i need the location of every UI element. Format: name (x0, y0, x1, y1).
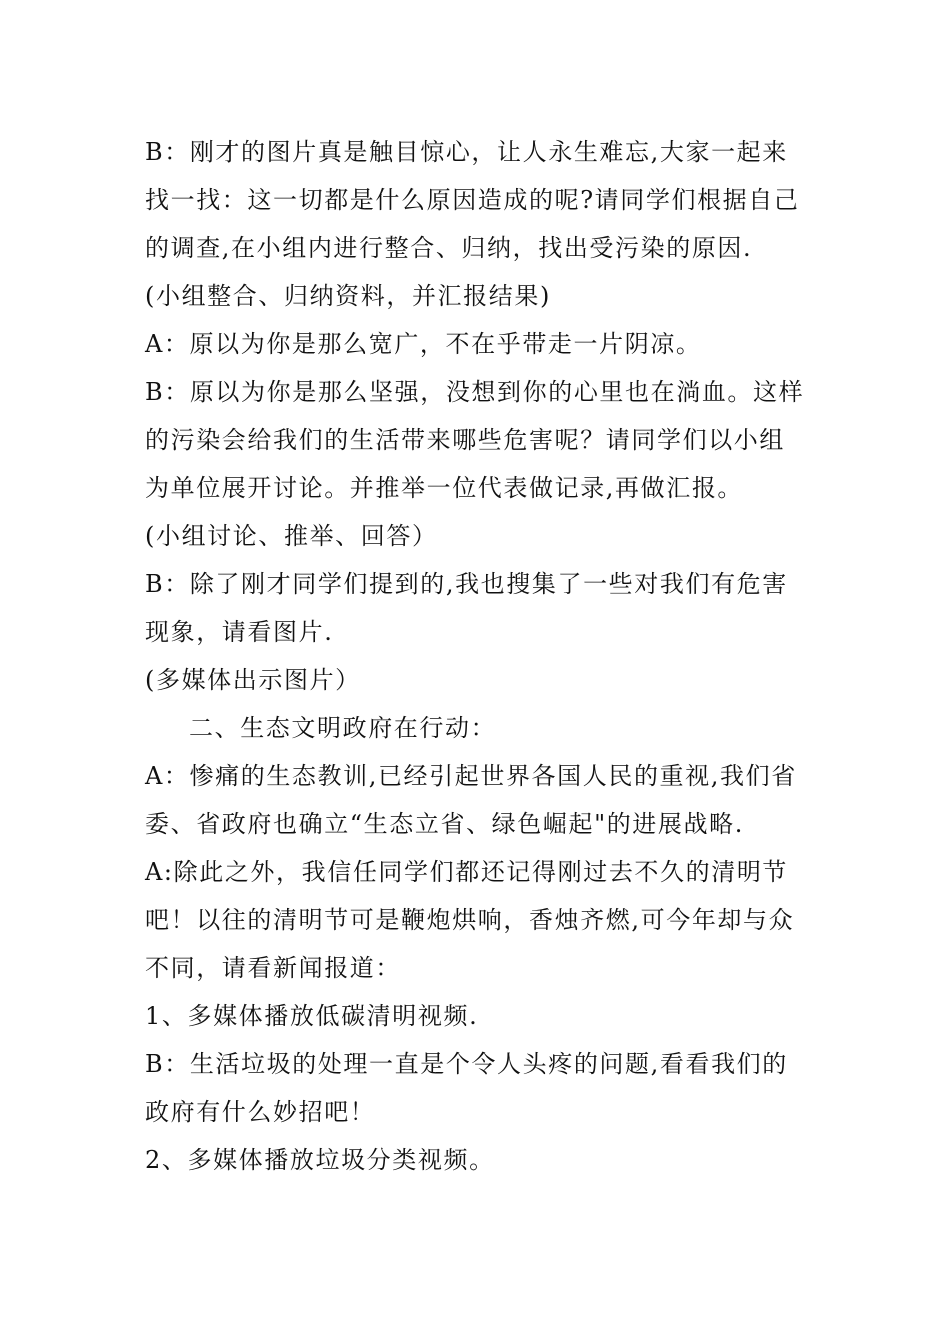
text-line: 2、多媒体播放垃圾分类视频。 (145, 1146, 495, 1174)
text-line: 政府有什么妙招吧！ (145, 1098, 376, 1126)
text-line: 委、省政府也确立“生态立省、绿色崛起"的进展战略. (145, 810, 744, 838)
text-line: A：惨痛的生态教训,已经引起世界各国人民的重视,我们省 (145, 762, 797, 790)
section-heading: 二、生态文明政府在行动： (189, 714, 497, 742)
text-line: 为单位展开讨论。并推举一位代表做记录,再做汇报。 (145, 474, 744, 502)
text-line: B：刚才的图片真是触目惊心，让人永生难忘,大家一起来 (145, 138, 788, 166)
text-line: A：原以为你是那么宽广，不在乎带走一片阴凉。 (145, 330, 702, 358)
text-line: 不同，请看新闻报道： (145, 954, 401, 982)
text-line: B：生活垃圾的处理一直是个令人头疼的问题,看看我们的 (145, 1050, 788, 1078)
text-line: 现象，请看图片. (145, 618, 334, 646)
text-line: 吧！以往的清明节可是鞭炮烘响，香烛齐燃,可今年却与众 (145, 906, 795, 934)
text-line: B：原以为你是那么坚强，没想到你的心里也在淌血。这样 (145, 378, 805, 406)
text-line: 的调查,在小组内进行整合、归纳，找出受污染的原因. (145, 234, 753, 262)
text-line: A:除此之外，我信任同学们都还记得刚过去不久的清明节 (145, 858, 789, 886)
document-body (145, 128, 805, 1184)
text-line: (多媒体出示图片） (145, 666, 361, 694)
text-line: (小组整合、归纳资料，并汇报结果) (145, 282, 551, 310)
text-line: 1、多媒体播放低碳清明视频. (145, 1002, 479, 1030)
text-line: B：除了刚才同学们提到的,我也搜集了一些对我们有危害 (145, 570, 788, 598)
text-line: 找一找：这一切都是什么原因造成的呢?请同学们根据自己 (145, 186, 800, 214)
text-line: 的污染会给我们的生活带来哪些危害呢？请同学们以小组 (145, 426, 785, 454)
text-line: (小组讨论、推举、回答） (145, 522, 438, 550)
